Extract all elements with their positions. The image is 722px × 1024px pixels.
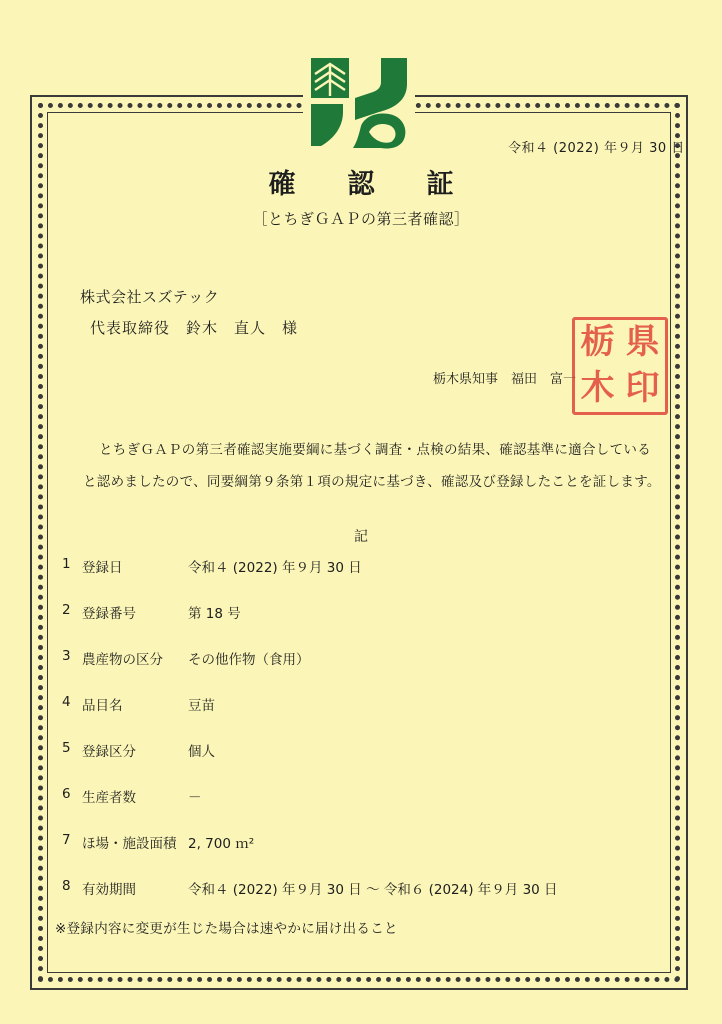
ki-heading: 記: [354, 529, 368, 545]
seal-char: 栃: [580, 322, 615, 362]
item-label: 農産物の区分: [82, 652, 163, 668]
certificate-subtitle: ［とちぎＧＡＰの第三者確認］: [252, 210, 470, 228]
certificate-title: 確認証: [268, 169, 506, 200]
item-number: 5: [62, 740, 71, 756]
issue-date: 令和４ (2022) 年９月 30 日: [508, 141, 685, 156]
item-label: 登録番号: [82, 606, 136, 622]
item-label: 登録区分: [82, 744, 136, 760]
item-value: 第 18 号: [188, 606, 241, 622]
recipient-representative: 代表取締役 鈴木 直人 様: [90, 319, 299, 337]
item-number: 8: [62, 878, 71, 894]
item-number: 6: [62, 786, 71, 802]
prefecture-emblem-icon: [303, 56, 415, 150]
item-value: 豆苗: [188, 698, 215, 714]
seal-char: 県: [625, 322, 660, 362]
item-number: 3: [62, 648, 71, 664]
official-seal-icon: [572, 317, 668, 415]
seal-char: 印: [625, 368, 660, 408]
item-number: 1: [62, 556, 71, 572]
item-value: その他作物（食用）: [188, 652, 310, 668]
item-value: 個人: [188, 744, 215, 760]
item-label: 品目名: [82, 698, 123, 714]
item-number: 4: [62, 694, 71, 710]
item-value: 2, 700 ｍ²: [188, 836, 255, 852]
item-value: 令和４ (2022) 年９月 30 日 ～ 令和６ (2024) 年９月 30 日: [188, 882, 558, 898]
footnote: ※登録内容に変更が生じた場合は速やかに届け出ること: [55, 921, 398, 937]
seal-char: 木: [580, 368, 615, 408]
item-label: ほ場・施設面積: [82, 836, 177, 852]
issuer-name: 栃木県知事 福田 富一: [433, 372, 577, 387]
certificate-body-text: とちぎＧＡＰの第三者確認実施要綱に基づく調査・点検の結果、確認基準に適合していると認めましたので、同要綱第９条第１項の規定に基づき、確認及び登録したことを証します。: [83, 442, 661, 490]
item-number: 7: [62, 832, 71, 848]
item-value: 令和４ (2022) 年９月 30 日: [188, 560, 362, 576]
recipient-company: 株式会社スズテック: [80, 288, 220, 306]
item-value: －: [188, 790, 202, 806]
item-number: 2: [62, 602, 71, 618]
item-label: 有効期間: [82, 882, 136, 898]
item-label: 生産者数: [82, 790, 136, 806]
item-label: 登録日: [82, 560, 123, 576]
